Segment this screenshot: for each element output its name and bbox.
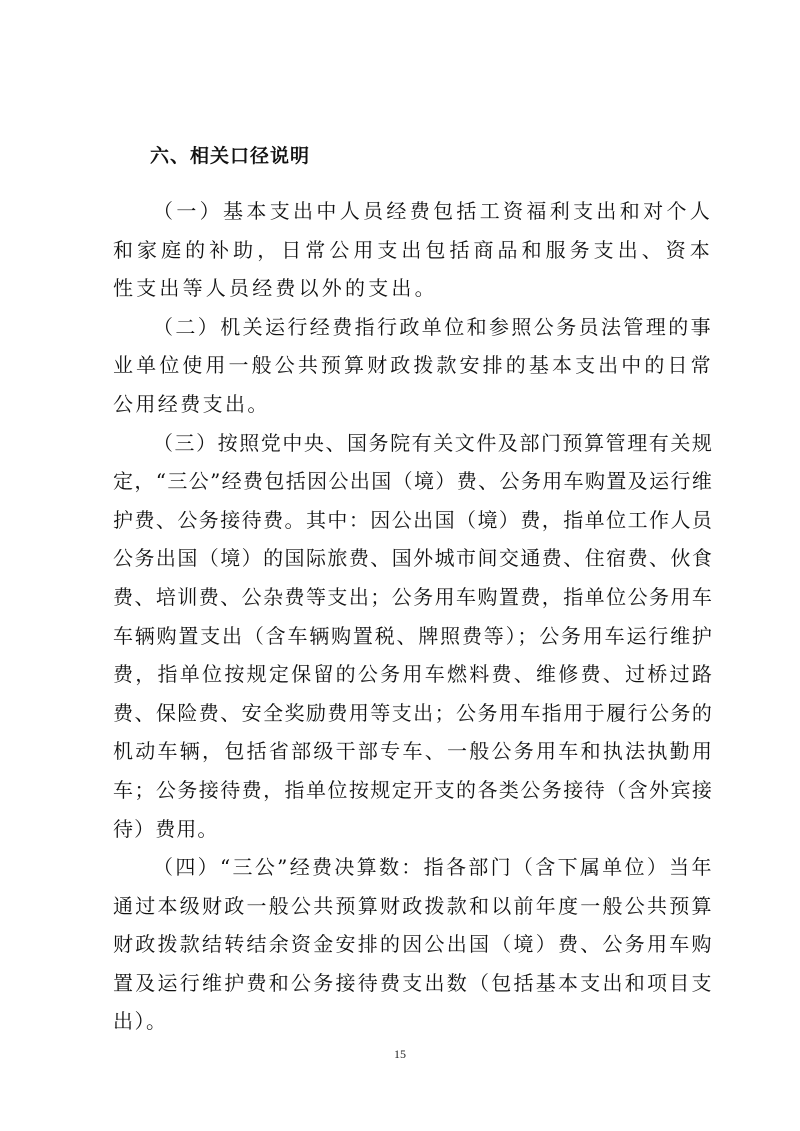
paragraph-three-public-expenses: （三）按照党中央、国务院有关文件及部门预算管理有关规定，“三公”经费包括因公出国（境）费、公务用车购置及运行维护费、公务接待费。其中：因公出国（境）费，指单位工作人员公务出国（境）的国际旅费、国外城市间交通费、住宿费、伙食费、培训费、公杂费等支出；公务用车购置费，指单位公务用车车辆购置支出（含车辆购置税、牌照费等）；公务用车运行维护费，指单位按规定保留的公务用车燃料费、维修费、过桥过路费、保险费、安全奖励费用等支出；公务用车指用于履行公务的机动车辆，包括省部级干部专车、一般公务用车和执法执勤用车；公务接待费，指单位按规定开支的各类公务接待（含外宾接待）费用。 (113, 430, 713, 841)
page-number: 15 (394, 1047, 406, 1061)
paragraph-final-accounts: （四）“三公”经费决算数：指各部门（含下属单位）当年通过本级财政一般公共预算财政拨款和以前年度一般公共预算财政拨款结转结余资金安排的因公出国（境）费、公务用车购置及运行维护费和公务接待费支出数（包括基本支出和项目支出）。 (113, 855, 713, 1034)
paragraph-agency-operating-expenses: （二）机关运行经费指行政单位和参照公务员法管理的事业单位使用一般公共预算财政拨款安排的基本支出中的日常公用经费支出。 (113, 314, 713, 416)
paragraph-personnel-expenses: （一）基本支出中人员经费包括工资福利支出和对个人和家庭的补助，日常公用支出包括商品和服务支出、资本性支出等人员经费以外的支出。 (113, 199, 713, 301)
section-body (113, 192, 713, 1041)
section-heading: 六、相关口径说明 (150, 145, 311, 167)
